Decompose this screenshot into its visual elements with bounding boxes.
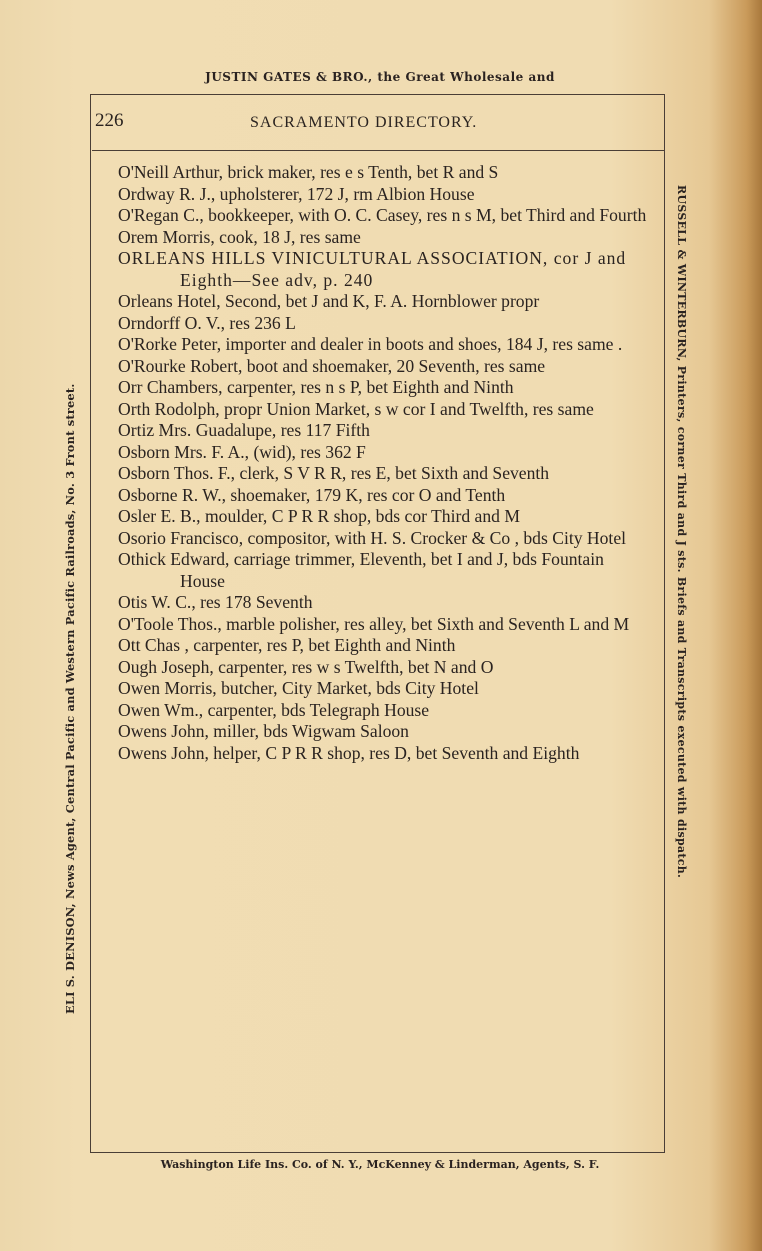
directory-entry: Owen Morris, butcher, City Market, bds City Hotel — [118, 678, 479, 698]
directory-entry: Osborne R. W., shoemaker, 179 K, res cor O and Tenth — [118, 484, 506, 505]
directory-entry: Orem Morris, cook, 18 J, res same — [118, 226, 361, 247]
bottom-border-rule — [90, 1152, 665, 1153]
bottom-advertisement-banner: Washington Life Ins. Co. of N. Y., McKenney & Linderman, Agents, S. F. — [160, 1158, 600, 1171]
top-advertisement-banner: JUSTIN GATES & BRO., the Great Wholesale and — [205, 70, 555, 84]
directory-entry: Osler E. B., moulder, C P R R shop, bds cor Third and M — [118, 506, 520, 526]
directory-entry: Osorio Francisco, compositor, with H. S. Crocker & Co , bds City Hotel — [118, 527, 627, 548]
left-side-advertisement: ELI S. DENISON, News Agent, Central Pacific and Western Pacific Railroads, No. 3 Front street. — [63, 383, 77, 1014]
directory-entry: O'Rorke Peter, importer and dealer in boots and shoes, 184 J, res same . — [118, 334, 623, 354]
directory-entries — [118, 162, 653, 764]
right-border-rule — [664, 94, 665, 1152]
directory-entry: Osborn Thos. F., clerk, S V R R, res E, bet Sixth and Seventh — [118, 463, 550, 483]
directory-entry: Orndorff O. V., res 236 L — [118, 312, 296, 333]
directory-entry: ORLEANS HILLS VINICULTURAL ASSOCIATION, cor J and Eighth—See adv, p. 240 — [118, 248, 627, 290]
directory-entry: Otis W. C., res 178 Seventh — [118, 592, 313, 612]
directory-entry: Ough Joseph, carpenter, res w s Twelfth, bet N and O — [118, 656, 494, 677]
directory-entry: Osborn Mrs. F. A., (wid), res 362 F — [118, 441, 366, 462]
top-border-rule — [90, 94, 665, 95]
page-title: SACRAMENTO DIRECTORY. — [250, 114, 478, 131]
directory-entry: Othick Edward, carriage trimmer, Eleventh, bet I and J, bds Fountain House — [118, 549, 604, 591]
directory-entry: Ordway R. J., upholsterer, 172 J, rm Albion House — [118, 183, 475, 204]
directory-entry: O'Rourke Robert, boot and shoemaker, 20 Seventh, res same — [118, 355, 546, 376]
directory-entry: Orleans Hotel, Second, bet J and K, F. A. Hornblower propr — [118, 291, 540, 311]
directory-entry: Owens John, miller, bds Wigwam Saloon — [118, 721, 409, 741]
header-divider-rule — [92, 150, 665, 151]
directory-entry: O'Regan C., bookkeeper, with O. C. Casey, res n s M, bet Third and Fourth — [118, 205, 647, 225]
page-header — [95, 110, 655, 136]
directory-entry: Orr Chambers, carpenter, res n s P, bet Eighth and Ninth — [118, 377, 514, 397]
directory-entry: Ott Chas , carpenter, res P, bet Eighth and Ninth — [118, 635, 456, 655]
directory-entry: O'Neill Arthur, brick maker, res e s Tenth, bet R and S — [118, 162, 499, 182]
directory-entry: Owen Wm., carpenter, bds Telegraph House — [118, 699, 430, 720]
directory-entry: Ortiz Mrs. Guadalupe, res 117 Fifth — [118, 420, 370, 440]
right-side-advertisement: RUSSELL & WINTERBURN, Printers, corner Third and J sts. Briefs and Transcripts executed with dispatch. — [675, 185, 688, 879]
directory-entry: Owens John, helper, C P R R shop, res D, bet Seventh and Eighth — [118, 742, 580, 763]
page-number: 226 — [95, 110, 124, 131]
left-border-rule — [90, 94, 91, 1152]
directory-entry: O'Toole Thos., marble polisher, res alley, bet Sixth and Seventh L and M — [118, 613, 630, 634]
directory-entry: Orth Rodolph, propr Union Market, s w cor I and Twelfth, res same — [118, 398, 594, 419]
